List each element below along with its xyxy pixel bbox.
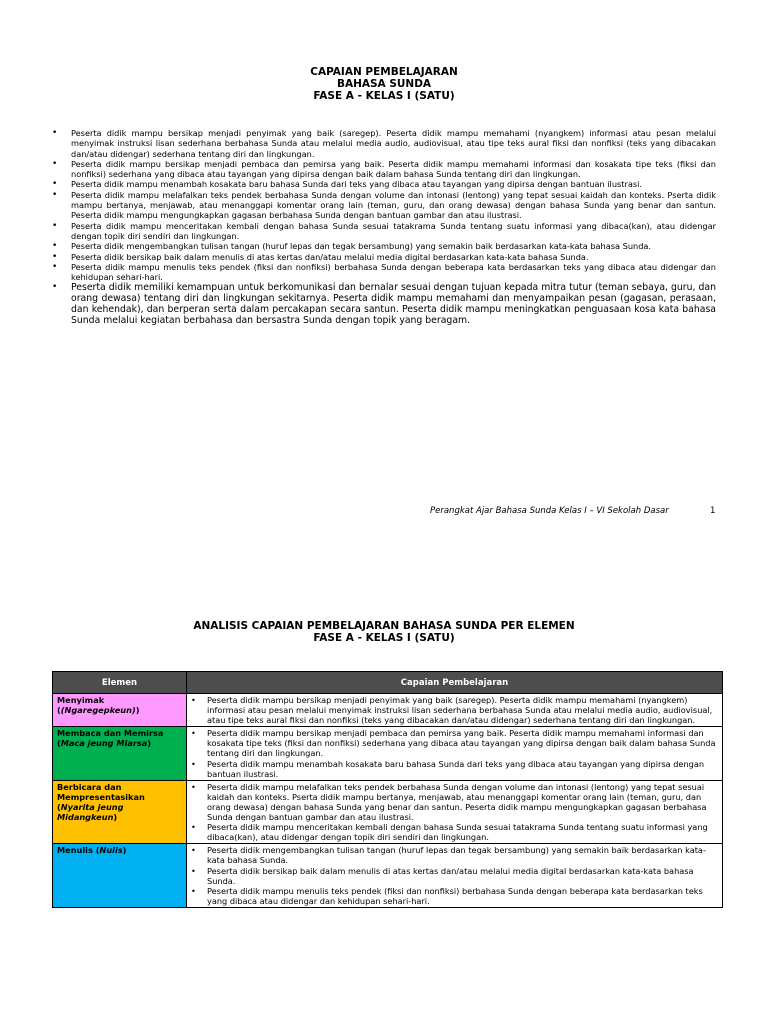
list-item: • Peserta didik bersikap baik dalam menulis di atas kertas dan/atau melalui media digital berdasarkan kata-kata bahasa Sunda. [191,866,718,886]
capaian-list [52,128,716,326]
column-header-elemen: Elemen [53,672,187,694]
list-item: • Peserta didik mampu bersikap menjadi penyimak yang baik (saregep). Peserta didik mampu memahami (nyangkem) informasi atau pesan melalui menyimak instruksi lisan sederhana berbahasa Sunda atau melalui media audio, audiovisual, atau tipe teks aural fiksi dan nonfiksi (teks yang dibacakan dan/atau didengar) sederhana tentang diri dan lingkungan. [52,128,716,159]
elemen-cell-berbicara: Berbicara dan Mempresentasikan (Nyarita jeung Midangkeun) [53,780,187,844]
title-line: BAHASA SUNDA [336,78,432,90]
capaian-cell [187,727,723,780]
list-item: • Peserta didik mampu melafalkan teks pendek berbahasa Sunda dengan volume dan intonasi (lentong) yang tepat sesuai kaidah dan konteks. Pserta didik mampu bertanya, menjawab, atau menanggapi komentar orang lain (teman, guru, dan orang dewasa) dengan bahasa Sunda yang benar dan santun. Peserta didik mampu mengungkapkan gagasan berbahasa Sunda dengan bantuan gambar dan atau ilustrasi. [191,782,718,822]
elemen-table [52,671,723,908]
list-item: • Peserta didik mampu menambah kosakata baru bahasa Sunda dari teks yang dibaca atau tayangan yang dipirsa dengan bantuan ilustrasi. [52,179,716,189]
elemen-cell-membaca: Membaca dan Memirsa (Maca jeung Miarsa) [53,727,187,780]
table-row [53,694,723,727]
elemen-label-sunda: Nyarita jeung Midangkeun [57,801,124,823]
table-row [53,844,723,908]
title-line: FASE A - KELAS I (SATU) [313,90,455,102]
elemen-label: Berbicara dan Mempresentasikan [57,781,145,802]
list-item: • Peserta didik mengembangkan tulisan tangan (huruf lepas dan tegak bersambung) yang semakin baik berdasarkan kata-kata bahasa Sunda. [191,845,718,865]
capaian-cell [187,780,723,844]
elemen-label: Membaca dan Memirsa [57,728,164,739]
page-number: 1 [710,506,716,516]
table-row [53,727,723,780]
document-page-2 [0,600,768,1024]
column-header-capaian: Capaian Pembelajaran [187,672,723,694]
title-line: CAPAIAN PEMBELAJARAN [310,66,458,78]
table-row [53,780,723,844]
elemen-label-sunda: Maca jeung Miarsa [60,738,148,749]
list-item: • Peserta didik mampu bersikap menjadi pembaca dan pemirsa yang baik. Peserta didik mampu memahami informasi dan kosakata tipe teks (fiksi dan nonfiksi) sederhana yang dibaca atau tayangan yang dipirsa dengan baik dalam bahasa Sunda tentang diri dan lingkungan. [52,159,716,180]
title-line: FASE A - KELAS I (SATU) [313,632,455,644]
list-item: • Peserta didik bersikap baik dalam menulis di atas kertas dan/atau melalui media digital berdasarkan kata-kata bahasa Sunda. [52,252,716,262]
elemen-cell-menulis: Menulis (Nulis) [53,844,187,908]
page-2-title [0,620,768,644]
table-header-row [53,672,723,694]
elemen-cell-menyimak: Menyimak ((Ngaregepkeun)) [53,694,187,727]
page-1-title [0,66,768,102]
list-item: • Peserta didik mampu bersikap menjadi pembaca dan pemirsa yang baik. Peserta didik mampu memahami informasi dan kosakata tipe teks (fiksi dan nonfiksi) sederhana yang dibaca atau tayangan yang dipirsa dengan baik dalam bahasa Sunda tentang diri dan lingkungan. [191,728,718,758]
list-item: • Peserta didik mampu menulis teks pendek (fiksi dan nonfiksi) berbahasa Sunda dengan beberapa kata berdasarkan teks yang dibaca atau didengar dan kehidupan sehari-hari. [191,886,718,906]
list-item: • Peserta didik mampu bersikap menjadi penyimak yang baik (saregep). Peserta didik mampu memahami (nyangkem) informasi atau pesan melalui menyimak instruksi lisan sederhana berbahasa Sunda atau melalui media audio, audiovisual, atau tipe teks aural fiksi dan nonfiksi (teks yang dibacakan dan/atau didengar) sederhana tentang diri dan lingkungan. [191,695,718,725]
list-item: • Peserta didik mampu menceritakan kembali dengan bahasa Sunda sesuai tatakrama Sunda tentang suatu informasi yang dibaca(kan), atau didengar dengan topik diri sendiri dan lingkungan. [191,822,718,842]
elemen-label: Menyimak [57,695,105,705]
elemen-label: Menulis [57,845,93,856]
capaian-cell [187,844,723,908]
footer-text: Perangkat Ajar Bahasa Sunda Kelas I – VI Sekolah Dasar [430,506,669,516]
list-item: • Peserta didik mampu menceritakan kembali dengan bahasa Sunda sesuai tatakrama Sunda tentang suatu informasi yang dibaca(kan), atau didengar dengan topik diri sendiri dan lingkungan. [52,221,716,242]
page-footer [430,506,716,516]
list-item: • Peserta didik mampu menambah kosakata baru bahasa Sunda dari teks yang dibaca atau tayangan yang dipirsa dengan bantuan ilustrasi. [191,759,718,779]
list-item: • Peserta didik mengembangkan tulisan tangan (huruf lepas dan tegak bersambung) yang semakin baik berdasarkan kata-kata bahasa Sunda. [52,241,716,251]
list-item: • Peserta didik mampu melafalkan teks pendek berbahasa Sunda dengan volume dan intonasi (lentong) yang tepat sesuai kaidah dan konteks. Pserta didik mampu bertanya, menjawab, atau menanggapi komentar orang lain (teman, guru, dan orang dewasa) dengan bahasa Sunda yang benar dan santun. Peserta didik mampu mengungkapkan gagasan berbahasa Sunda dengan bantuan gambar dan atau ilustrasi. [52,190,716,221]
list-item: • Peserta didik memiliki kemampuan untuk berkomunikasi dan bernalar sesuai dengan tujuan kepada mitra tutur (teman sebaya, guru, dan orang dewasa) tentang diri dan lingkungan sekitarnya. Peserta didik mampu memahami dan menyampaikan pesan (gagasan, perasaan, dan kehendak), dan berperan serta dalam percakapan secara santun. Peserta didik mampu meningkatkan penguasaan kosa kata bahasa Sunda melalui kegiatan berbahasa dan bersastra Sunda dengan topik yang beragam. [52,282,716,326]
list-item: • Peserta didik mampu menulis teks pendek (fiksi dan nonfiksi) berbahasa Sunda dengan beberapa kata berdasarkan teks yang dibaca atau didengar dan kehidupan sehari-hari. [52,262,716,283]
title-line: ANALISIS CAPAIAN PEMBELAJARAN BAHASA SUNDA PER ELEMEN [193,620,575,632]
elemen-label-sunda: (Ngaregepkeun) [60,705,136,716]
capaian-cell [187,694,723,727]
elemen-label-sunda: Nulis [99,845,123,856]
